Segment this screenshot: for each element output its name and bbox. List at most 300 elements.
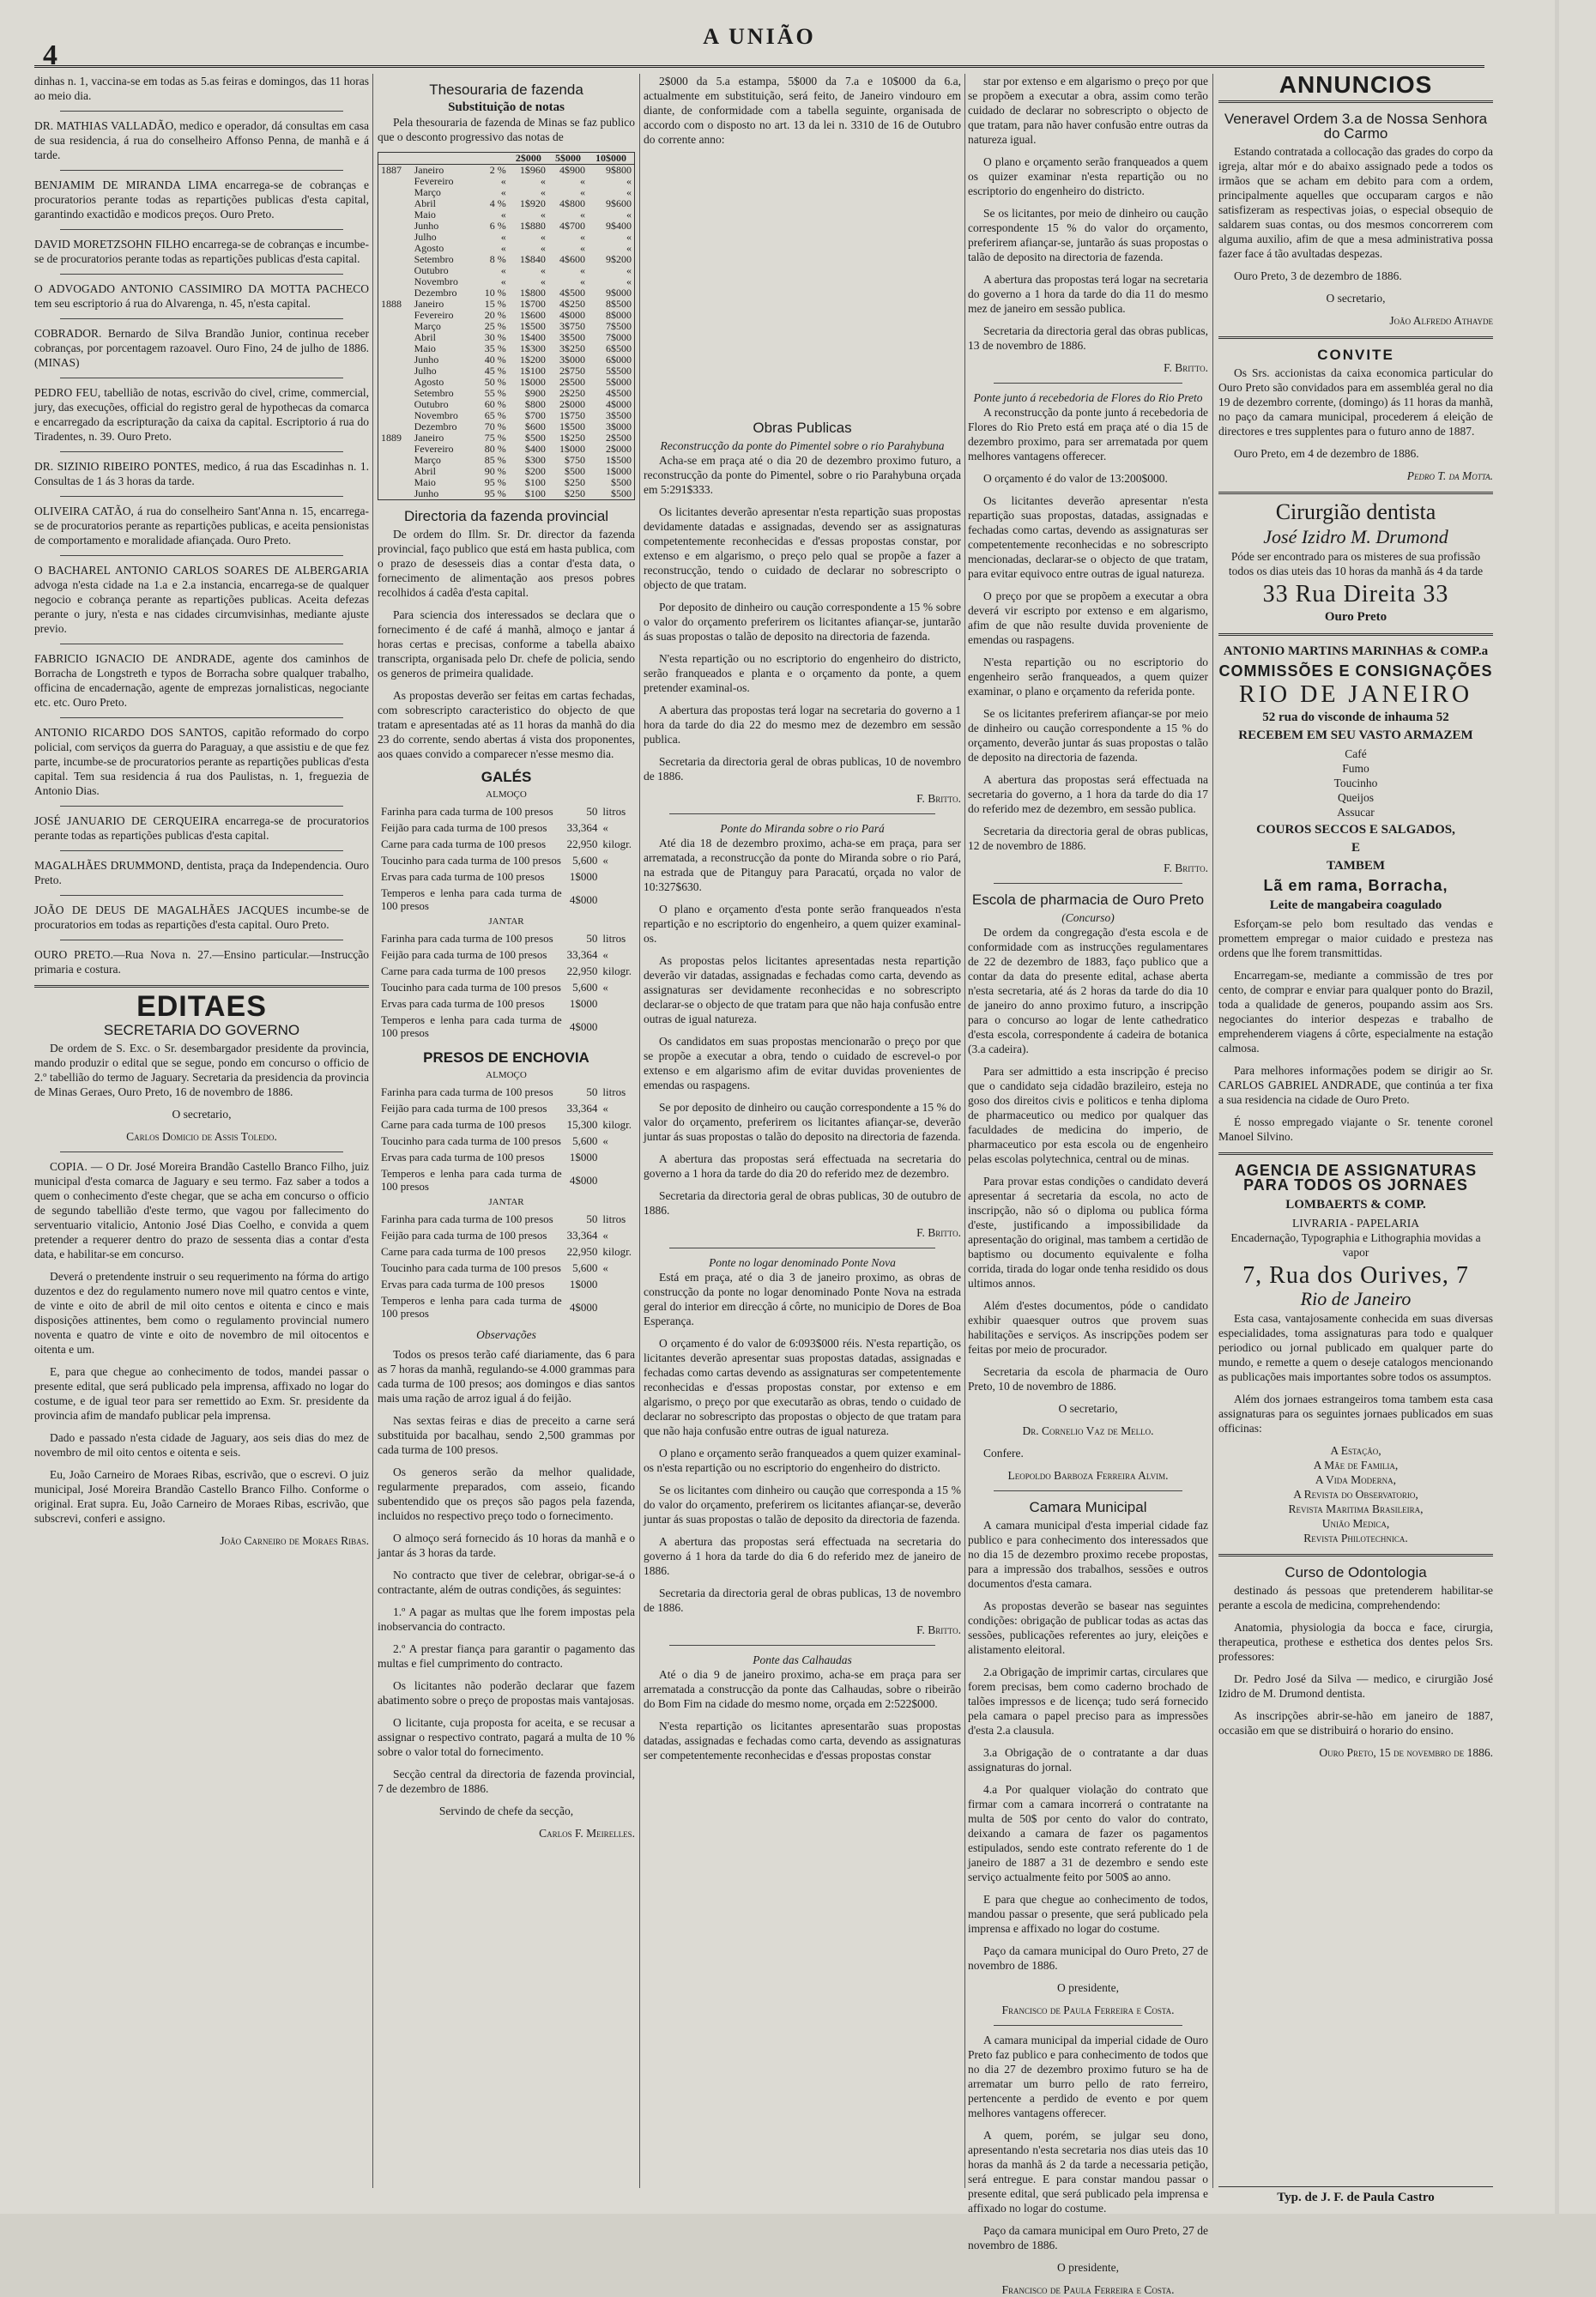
price-cell: litros (602, 932, 626, 945)
price-cell: 5,600 (572, 1134, 598, 1147)
price-cell: 33,364 (566, 1102, 598, 1115)
price-row (379, 947, 633, 962)
price-row (379, 1260, 633, 1275)
table-cell (378, 410, 412, 421)
price-cell: Carne para cada turma de 100 presos (381, 964, 547, 977)
table-cell: « (626, 186, 632, 198)
table-cell: Maio (414, 476, 436, 488)
table-cell: 4$500 (559, 287, 585, 299)
agencia-address: 7, Rua dos Ourives, 7 (1242, 1262, 1469, 1289)
martins-goods: Café Fumo Toucinho Queijos Assucar (1333, 747, 1378, 819)
price-cell: kilogr. (602, 1118, 632, 1131)
pimentel-text: A abertura das propostas terá logar na secretaria do governo a 1 hora da tarde do dia 22 do mesmo mez de dezembro em sessão publica. (644, 704, 961, 746)
martins-text: Esforçam-se pelo bom resultado das vendas e promettem empregar o maior cuidado e presteza nas ordens que lhe forem transmittidas. (1218, 917, 1493, 959)
dentista-address: 33 Rua Direita 33 (1262, 581, 1449, 607)
copia-text: Deverá o pretendente instruir o seu requerimento na fórma do artigo duzentos e dez do regulamento numero nove mil quatro centos e vinte, de vinte e oito de abril de mil oito centos e oitenta e cinco e mais disposições attinentes, bem como o regulamento provincial numero noventa e quatro de vinte e oito de novembro de mil oitocentos e oitenta e um. (34, 1270, 369, 1356)
price-cell: Ervas para cada turma de 100 presos (381, 997, 545, 1010)
dentista-text: Póde ser encontrado para os misteres de sua profissão todos os dias uteis das 10 horas da manhã ás 4 da tarde (1228, 550, 1484, 577)
agencia-journal-list (1218, 1443, 1493, 1545)
martins-subheading: COMMISSÕES E CONSIGNAÇÕES (1218, 662, 1493, 680)
table-cell: « (580, 186, 585, 198)
table-cell: Janeiro (414, 298, 444, 310)
observacoes-text: 1.º A pagar as multas que lhe forem impostas pela inobservancia do contracto. (378, 1605, 635, 1633)
price-row (379, 1166, 633, 1194)
table-cell: $300 (524, 454, 546, 466)
table-cell: 2$750 (559, 365, 585, 377)
jantar-label: JANTAR (488, 916, 524, 927)
martins-recebem: RECEBEM EM SEU VASTO ARMAZEM (1238, 728, 1473, 742)
table-cell: 55 % (484, 387, 506, 399)
table-cell: « (540, 186, 546, 198)
table-cell: Fevereiro (414, 175, 454, 187)
observacoes-text: O licitante, cuja proposta for aceita, e se recusar a assignar o respectivo contrato, pagará a multa de 10 % sobre o valor total do fornecimento. (378, 1716, 635, 1758)
table-cell: « (580, 209, 585, 221)
table-cell: Setembro (414, 387, 454, 399)
table-cell (378, 276, 412, 287)
table-cell: 50 % (484, 376, 506, 388)
price-cell (601, 1150, 633, 1164)
table-cell: 2 % (489, 164, 506, 176)
table-cell: 6$000 (606, 354, 632, 366)
table-cell (378, 488, 412, 500)
table-cell: 4 % (489, 197, 506, 209)
table-cell: 1$000 (519, 376, 546, 388)
table-cell: Março (414, 320, 441, 332)
odontologia-text: Dr. Pedro José da Silva — medico, e cirurgião José Izidro de M. Drumond dentista. (1218, 1672, 1493, 1700)
price-cell: Farinha para cada turma de 100 presos (381, 1212, 553, 1225)
pimentel-subheading: Reconstrucção da ponte do Pimentel sobre o rio Parahybuna (660, 439, 945, 452)
table-cell: « (540, 242, 546, 254)
almoco-label: ALMOÇO (486, 1070, 527, 1080)
table-cell: 9$400 (606, 220, 632, 232)
enchovia-jantar-table (378, 1210, 635, 1322)
price-cell: 15,300 (566, 1118, 598, 1131)
price-cell: 4$000 (569, 1173, 598, 1187)
price-cell: kilogr. (602, 1245, 632, 1258)
table-cell: 3$500 (606, 409, 632, 421)
table-cell: Dezembro (414, 420, 457, 432)
table-cell: 1$500 (559, 420, 585, 432)
pharmacia-subheading: (Concurso) (1061, 911, 1115, 924)
price-cell: Feijão para cada turma de 100 presos (381, 1102, 547, 1115)
ordem-signature: João Alfredo Athayde (1389, 314, 1493, 327)
ordem-date: Ouro Preto, 3 de dezembro de 1886. (1234, 269, 1402, 282)
pimentel-text: Secretaria da directoria geral de obras publicas, 10 de novembro de 1886. (644, 755, 961, 783)
table-cell: 90 % (484, 465, 506, 477)
table-cell: 7$000 (606, 331, 632, 343)
price-cell: 33,364 (566, 1229, 598, 1242)
table-cell: 4$000 (606, 398, 632, 410)
observacoes-text: Nas sextas feiras e dias de preceito a carne será substituida por bacalhau, sendo 2,500 grammas por cada turma de 100 presos. (378, 1414, 635, 1456)
table-cell: Junho (414, 354, 439, 366)
price-row (379, 837, 633, 851)
professional-card: BENJAMIM DE MIRANDA LIMA encarrega-se de cobranças e procuratorios perante todas as repartições publicas d'esta capital, garantindo exactidão e modicos preços. Ouro Preto. (34, 178, 369, 221)
price-cell: 50 (586, 1212, 598, 1225)
table-header-cell (378, 153, 412, 165)
agencia-heading: AGENCIA DE ASSIGNATURAS PARA TODOS OS JORNAES (1234, 1162, 1478, 1194)
pimentel-text: Os licitantes deverão apresentar n'esta repartição suas propostas devidamente datadas e assignadas, devendo ser as assignaturas competentemente reconhecidas e d'essas propostas constar, por extenso e em algarismo, o preço pelo qual se propõe a fazer a reconstrucção, tendo o cuidado de declarar no sobrescripto o objecto de que tratam. (644, 505, 961, 591)
professional-card: DR. SIZINIO RIBEIRO PONTES, medico, á rua das Escadinhas n. 1. Consultas de 1 ás 3 horas da tarde. (34, 460, 369, 487)
martins-address: 52 rua do visconde de inhauma 52 (1262, 710, 1449, 724)
table-cell: 2$000 (606, 443, 632, 455)
notes-discount-table (378, 152, 635, 500)
agencia-company: LOMBAERTS & COMP. (1285, 1198, 1426, 1212)
table-cell: « (626, 275, 632, 287)
table-cell: 70 % (484, 420, 506, 432)
observacoes-text: O almoço será fornecido ás 10 horas da manhã e o jantar ás 3 horas da tarde. (378, 1532, 635, 1559)
camara-signoff: O presidente, (1057, 2261, 1119, 2274)
divider (60, 555, 343, 556)
price-cell: Carne para cada turma de 100 presos (381, 1118, 547, 1131)
table-cell: 1889 (381, 432, 402, 444)
price-cell: kilogr. (602, 964, 632, 977)
britto-signature: F. Britto. (1164, 861, 1208, 874)
price-cell: Toucinho para cada turma de 100 presos (381, 1134, 561, 1147)
table-cell: $750 (565, 454, 585, 466)
table-cell: 1$750 (559, 409, 585, 421)
price-cell: 4$000 (569, 1300, 598, 1314)
table-row (378, 488, 635, 500)
price-cell: 33,364 (566, 821, 598, 834)
price-cell (601, 1293, 633, 1321)
table-cell: Fevereiro (414, 443, 454, 455)
price-cell: 1$000 (569, 1151, 598, 1164)
divider (60, 806, 343, 807)
price-cell: 22,950 (566, 964, 598, 977)
price-cell (601, 1166, 633, 1194)
table-cell: 1$400 (519, 331, 546, 343)
britto-signature: F. Britto. (916, 1226, 961, 1239)
table-cell: « (540, 209, 546, 221)
price-cell: 1$000 (569, 1278, 598, 1291)
price-cell: Ervas para cada turma de 100 presos (381, 1151, 545, 1164)
table-cell: Maio (414, 342, 436, 354)
table-cell (378, 332, 412, 343)
column-rule (639, 74, 640, 2188)
journal-list-item: A Vida Moderna, (1315, 1473, 1397, 1486)
price-cell: litros (602, 805, 626, 818)
price-cell: Farinha para cada turma de 100 presos (381, 805, 553, 818)
miranda-text: A abertura das propostas será effectuada na secretaria do governo a 1 hora da tarde do dia 20 do referido mez de dezembro. (644, 1152, 961, 1180)
price-cell: Farinha para cada turma de 100 presos (381, 1085, 553, 1098)
price-row (379, 869, 633, 884)
miranda-text: Se por deposito de dinheiro ou caução correspondente a 15 % do valor do orçamento, preferirem os licitantes afiançar-se, deverão juntar ás suas propostas o talão do deposito na directoria de fazenda. (644, 1101, 961, 1143)
divider (60, 451, 343, 452)
column-rule (1212, 74, 1213, 2188)
pharmacia-signature: Leopoldo Barboza Ferreira Alvim. (1007, 1469, 1169, 1482)
table-cell: 6$500 (606, 342, 632, 354)
page-edge-shadow (1555, 0, 1559, 2214)
price-cell: 1$000 (569, 870, 598, 883)
price-row (379, 886, 633, 913)
dentista-city: Ouro Preto (1324, 610, 1387, 624)
professional-card: OURO PRETO.—Rua Nova n. 27.—Ensino particular.—Instrucção primaria e costura. (34, 948, 369, 976)
flores-text: Se os licitantes preferirem afiançar-se por meio de dinheiro ou caução correspondente a 15 % do orçamento, deverão juntar ás suas propostas o talão de deposito na directoria de fazenda. (968, 707, 1208, 764)
table-cell: « (500, 275, 506, 287)
professional-card: O BACHAREL ANTONIO CARLOS SOARES DE ALBERGARIA advoga n'esta cidade na 1.a e 2.a instancia, encarrega-se de qualquer negocio e cobrança perante as repartições publicas. Aceita defezas perante o jury, n'esta e nas cidades circumvisinhas, mediante ajuste previo. (34, 564, 369, 635)
professional-card: ANTONIO RICARDO DOS SANTOS, capitão reformado do corpo policial, com serviços da guerra do Paraguay, a que assistiu e de que fez parte, incumbe-se de procuratorios perante as repartições publicas d'esta capital. Tem sua residencia á rua dos Paulistas, n. 1, freguezia de Antonio Dias. (34, 726, 369, 797)
price-row (379, 1228, 633, 1242)
table-cell: « (580, 275, 585, 287)
divider (994, 1490, 1182, 1491)
ponte-nova-text: Está em praça, até o dia 3 de janeiro proximo, as obras de construcção da ponte no logar denominado Ponte Nova na estrada geral do interior em direcção á côrte, no municipio de Dores de Boa Esperança. (644, 1271, 961, 1327)
divider (60, 850, 343, 851)
price-cell: Carne para cada turma de 100 presos (381, 1245, 547, 1258)
table-cell: 2$500 (606, 432, 632, 444)
table-cell: $100 (524, 476, 546, 488)
table-cell: Junho (414, 220, 439, 232)
enchovia-almoco-table (378, 1083, 635, 1195)
price-cell: litros (602, 1212, 626, 1225)
divider (1218, 1152, 1493, 1155)
table-cell: 5$500 (606, 365, 632, 377)
price-row (379, 1012, 633, 1040)
table-cell: « (580, 264, 585, 276)
secretaria-signoff: O secretario, (172, 1108, 232, 1121)
secretaria-signature: Carlos Domicio de Assis Toledo. (126, 1130, 277, 1143)
table-cell: $500 (565, 465, 585, 477)
table-cell: 1$500 (519, 320, 546, 332)
ponte-nova-text: O orçamento é do valor de 6:093$000 réis. N'esta repartição, os licitantes deverão apresentar suas propostas datadas, assignadas e fechadas como cartas devendo as assignaturas ser competentemente reconhecidas e d'essas propostas constar, por extenso e em algarismo, o preço por que executarão as obras, tendo o cuidado de declarar no sobrescripto das propostas o objecto de que tratam para que não haja confusão entre outras de igual natureza. (644, 1337, 961, 1437)
column-3 (644, 74, 961, 2188)
table-cell: 8$500 (606, 298, 632, 310)
table-cell: « (500, 231, 506, 243)
table-header-cell: 5$000 (548, 153, 588, 165)
observacoes-text: Os generos serão da melhor qualidade, regularmente preparados, com asseio, ficando subentendido que os preços são pagos pela fazenda, incluidos no respectivo preço todo o fornecimento. (378, 1466, 635, 1522)
observacoes-text: Os licitantes não poderão declarar que fazem abatimento sobre o preço de propostas mais vantajosas. (378, 1679, 635, 1707)
pharmacia-signoff: O secretario, (1058, 1402, 1118, 1415)
column-rule (964, 74, 965, 2188)
divider (1218, 336, 1493, 339)
convite-date: Ouro Preto, em 4 de dezembro de 1886. (1234, 447, 1419, 460)
miranda-subheading: Ponte do Miranda sobre o rio Pará (720, 822, 885, 835)
price-cell: Temperos e lenha para cada turma de 100 presos (381, 1013, 562, 1039)
column-1 (34, 74, 369, 2188)
table-cell (378, 366, 412, 377)
odontologia-heading: Curso de Odontologia (1285, 1564, 1427, 1581)
agencia-encadernacao: Encadernação, Typographia e Lithographia movidas a vapor (1230, 1231, 1481, 1259)
calhaudas-text: Até o dia 9 de janeiro proximo, acha-se em praça para ser arrematada a construcção da ponte das Calhaudas, sobre o ribeirão do Bom Fim na cidade do mesmo nome, orçada em 2:522$000. (644, 1668, 961, 1710)
table-cell: « (540, 275, 546, 287)
table-cell: Agosto (414, 376, 444, 388)
price-cell: « (602, 948, 608, 961)
pimentel-text: Por deposito de dinheiro ou caução correspondente a 15 % sobre o valor do orçamento preferirem os licitantes afiançar-se, juntarão ás suas propostas o talão de deposito na directoria de fazenda. (644, 601, 961, 643)
table-cell: $900 (524, 387, 546, 399)
professional-card: COBRADOR. Bernardo de Silva Brandão Junior, continua receber cobranças, por porcentagem razoavel. Ouro Fino, 24 de julho de 1886. (MINAS) (34, 327, 369, 369)
table-cell: 1$960 (519, 164, 546, 176)
thesouraria-heading: Thesouraria de fazenda (429, 82, 583, 98)
table-cell: $500 (524, 432, 546, 444)
table-cell: 60 % (484, 398, 506, 410)
price-cell: 1$000 (569, 997, 598, 1010)
table-cell: « (500, 175, 506, 187)
table-cell (378, 176, 412, 187)
table-cell: « (626, 231, 632, 243)
flores-text: Secretaria da directoria geral de obras publicas, 12 de novembro de 1886. (968, 825, 1208, 852)
table-cell (378, 265, 412, 276)
table-cell: 1$800 (519, 287, 546, 299)
table-cell: Maio (414, 209, 436, 221)
martins-city: RIO DE JANEIRO (1238, 681, 1473, 708)
camara-text: 4.a Por qualquer violação do contrato que firmar com a camara incorrerá o contratante na multa de 50$ por cento do valor do contrato, deixando a camara de fazer os pagamentos estipulados, sendo este contrato referente do 1 de janeiro de 1887 a 31 de dezembro e sendo este serviço actualmente feito por 500$ ao anno. (968, 1783, 1208, 1883)
professional-card: OLIVEIRA CATÃO, á rua do conselheiro Sant'Anna n. 15, encarrega-se de procuratorios perante as repartições publicas, e aceita pensionistas de comportamento e moralidade afiançada. Ouro Preto. (34, 505, 369, 547)
thesouraria-text: Pela thesouraria de fazenda de Minas se faz publico que o desconto progressivo das notas de (378, 116, 635, 143)
professional-card: O ADVOGADO ANTONIO CASSIMIRO DA MOTTA PACHECO tem seu escriptorio á rua do Alvarenga, n. 45, n'esta capital. (34, 282, 369, 310)
table-cell (378, 187, 412, 198)
journal-list-item: A Mãe de Familia, (1313, 1459, 1399, 1472)
observacoes-signoff: Servindo de chefe da secção, (438, 1804, 574, 1817)
annuncios-heading: ANNUNCIOS (1279, 71, 1433, 98)
table-cell: $250 (565, 476, 585, 488)
table-cell: Janeiro (414, 164, 444, 176)
price-cell (601, 1012, 633, 1040)
pharmacia-text: De ordem da congregação d'esta escola e de conformidade com as instrucções regulamentares de 22 de dezembro de 1883, faço publico que a contar da data do presente edital, achase aberta n'esta secretaria, até ás 2 horas da tarde do dia 10 de janeiro do anno proximo futuro, a inscripção para o concurso ao logar de lente cathedratico d'esta escola, correspondente á cadeira de botanica (3.a cadeira). (968, 926, 1208, 1055)
divider (669, 813, 935, 814)
table-cell: 1887 (381, 164, 402, 176)
table-cell: Abril (414, 331, 436, 343)
table-cell (378, 354, 412, 366)
divider (60, 717, 343, 718)
flores-text: O preço por que se propõem a executar a obra deverá vir escripto por extenso e em algarismo, afim de que não resulte duvida proveniente de emendas ou raspagens. (968, 589, 1208, 646)
price-cell: 4$000 (569, 1019, 598, 1033)
camara-heading: Camara Municipal (1029, 1499, 1147, 1515)
professional-card: JOÃO DE DEUS DE MAGALHÃES JACQUES incumbe-se de procuratorios em todas as repartições d'esta capital. Ouro Preto. (34, 904, 369, 931)
price-cell: 50 (586, 805, 598, 818)
table-cell: 35 % (484, 342, 506, 354)
table-cell: $700 (524, 409, 546, 421)
price-cell (601, 1277, 633, 1291)
divider (994, 383, 1182, 384)
divider (60, 318, 343, 319)
table-cell: « (626, 209, 632, 221)
table-cell: 80 % (484, 443, 506, 455)
professional-cards (34, 74, 369, 976)
price-cell: Toucinho para cada turma de 100 presos (381, 854, 561, 867)
divider (60, 111, 343, 112)
price-cell: Ervas para cada turma de 100 presos (381, 870, 545, 883)
table-cell: 8$000 (606, 309, 632, 321)
price-cell: Carne para cada turma de 100 presos (381, 837, 547, 850)
price-row (379, 996, 633, 1011)
table-cell: $600 (524, 420, 546, 432)
table-cell: 4$900 (559, 164, 585, 176)
table-cell: 4$000 (559, 309, 585, 321)
table-cell: 95 % (484, 487, 506, 499)
observacoes-heading: Observações (476, 1328, 536, 1341)
price-row (379, 1244, 633, 1259)
copia-text: Dado e passado n'esta cidade de Jaguary, aos seis dias do mez de novembro de mil oito centos e oitenta e seis. (34, 1431, 369, 1459)
directoria-text: As propostas deverão ser feitas em cartas fechadas, com sobrescripto caracteristico do objecto de que tratam e apresentadas até as 11 horas da manhã do dia 23 do corrente, sendo abertas á vista dos proponentes, aos quaes convido a comparecer n'esse mesmo dia. (378, 689, 635, 760)
ordem-heading: Veneravel Ordem 3.a de Nossa Senhora do Carmo (1224, 111, 1488, 142)
agencia-city: Rio de Janeiro (1300, 1288, 1412, 1309)
table-cell (378, 477, 412, 488)
flores-text: Os licitantes deverão apresentar n'esta repartição suas propostas, datadas, assignadas e fechadas como cartas, devendo as assignaturas ser competentemente reconhecidas e no sobrescripto mencionadas, declarar-se o objecto de que tratam, para evitar equivoco entre outras de igual natureza. (968, 494, 1208, 580)
table-cell: $500 (611, 487, 632, 499)
table-header-cell (412, 153, 475, 165)
observacoes-signature: Carlos F. Meirelles. (539, 1827, 635, 1840)
table-cell: Outubro (414, 264, 449, 276)
table-cell: 45 % (484, 365, 506, 377)
table-cell: 9$800 (606, 164, 632, 176)
table-cell: Janeiro (414, 432, 444, 444)
divider (60, 170, 343, 171)
miranda-text: O plano e orçamento d'esta ponte serão franqueados n'esta repartição e no escriptorio do engenheiro, a quem quizer examinal-os. (644, 903, 961, 945)
table-cell: $800 (524, 398, 546, 410)
odontologia-date: Ouro Preto, 15 de novembro de 1886. (1319, 1746, 1493, 1759)
agencia-text: Esta casa, vantajosamente conhecida em suas diversas especialidades, toma assignaturas para todo e qualquer periodico ou jornal publicado em qualquer parte do mundo, e remette a quem o deseje catalogos mencionando as publicações mais importantes sobre todos os assumptos. (1218, 1312, 1493, 1383)
table-cell: 1$500 (606, 454, 632, 466)
pharmacia-signature: Dr. Cornelio Vaz de Mello. (1022, 1424, 1154, 1437)
observacoes-text: Todos os presos terão café diariamente, das 6 para as 7 horas da manhã, regulando-se 4.000 grammas para cada turma de 100 presos; aos domingos e dias santos mais uma ração de arroz igual á do feijão. (378, 1348, 635, 1405)
camara-text: Paço da camara municipal em Ouro Preto, 27 de novembro de 1886. (968, 2224, 1208, 2252)
table-cell: 20 % (484, 309, 506, 321)
table-cell: 2$500 (559, 376, 585, 388)
price-cell: « (602, 821, 608, 834)
table-cell (378, 343, 412, 354)
table-cell: 3$250 (559, 342, 585, 354)
journal-list-item: Revista Philotechnica. (1303, 1532, 1408, 1544)
miranda-text: Até dia 18 de dezembro proximo, acha-se em praça, para ser arrematada, a reconstrucção da ponte do Miranda sobre o rio Pará, na estrada que de Pitanguy para Paracatú, orçada no valor de 10:327$630. (644, 837, 961, 893)
odontologia-text: As inscripções abrir-se-hão em janeiro de 1887, occasião em que se distribuirá o horario do ensino. (1218, 1709, 1493, 1737)
camara-text: 3.a Obrigação de o contratante a dar duas assignaturas do jornal. (968, 1746, 1208, 1774)
table-cell: « (540, 264, 546, 276)
table-cell: 1$100 (519, 365, 546, 377)
martins-text: É nosso empregado viajante o Sr. tenente coronel Manoel Silvino. (1218, 1115, 1493, 1143)
divider (1218, 633, 1493, 636)
table-cell (378, 310, 412, 321)
table-cell: $500 (611, 476, 632, 488)
table-cell: Setembro (414, 253, 454, 265)
table-header-cell: 10$000 (588, 153, 635, 165)
odontologia-text: destinado ás pessoas que pretenderem habilitar-se perante a escola de medicina, comprehendendo: (1218, 1584, 1493, 1611)
table-cell: 1$000 (559, 443, 585, 455)
ponte-nova-text: Secretaria da directoria geral de obras publicas, 13 de novembro de 1886. (644, 1587, 961, 1614)
table-cell: « (540, 175, 546, 187)
martins-tambem: TAMBEM (1326, 859, 1386, 873)
divider (1218, 100, 1493, 103)
directoria-text: Para sciencia dos interessados se declara que o fornecimento é de café á manhã, almoço e jantar á horas certas e precisas, conforme a tabella abaixo transcripta, organisada pelo Dr. chefe de policia, sendo os generos de primeira qualidade. (378, 608, 635, 680)
divider (994, 2025, 1182, 2026)
table-cell: 9$000 (606, 287, 632, 299)
martins-text: Para melhores informações podem se dirigir ao Sr. CARLOS GABRIEL ANDRADE, que continúa a ter fixa a sua residencia na cidade de Ouro Preto. (1218, 1064, 1493, 1106)
table-cell: 1888 (381, 298, 402, 310)
column-2 (378, 74, 635, 2188)
price-cell: Temperos e lenha para cada turma de 100 presos (381, 1294, 562, 1320)
newspaper-title: A UNIÃO (703, 24, 816, 49)
table-cell: $100 (524, 487, 546, 499)
miranda-text: As propostas pelos licitantes apresentadas nesta repartição deverão vir datadas, assignadas e fechadas como carta, devendo as assignaturas ser devidamente reconhecidas e no sobrescripto declarar-se o objecto de que tratam para que não haja confusão entre outras de igual natureza. (644, 954, 961, 1025)
flores-text: O orçamento é do valor de 13:200$000. (983, 472, 1168, 485)
divider (994, 883, 1182, 884)
agencia-livraria: LIVRARIA - PAPELARIA (1291, 1217, 1419, 1230)
martins-heading: ANTONIO MARTINS MARINHAS & COMP.a (1223, 644, 1489, 658)
table-cell: « (500, 264, 506, 276)
table-cell: 9$200 (606, 253, 632, 265)
directoria-heading: Directoria da fazenda provincial (403, 508, 609, 524)
table-cell: Agosto (414, 242, 444, 254)
table-header-cell (475, 153, 509, 165)
divider (1218, 492, 1493, 494)
camara-signoff: O presidente, (1057, 1981, 1119, 1994)
price-cell: Feijão para cada turma de 100 presos (381, 821, 547, 834)
table-cell: 3$750 (559, 320, 585, 332)
flores-text: N'esta repartição ou no escriptorio do engenheiro serão franqueados, a quem quizer examinar, o plano e orçamento da referida ponte. (968, 656, 1208, 698)
table-cell: Julho (414, 365, 437, 377)
observacoes-text: No contracto que tiver de celebrar, obrigar-se-á o contractante, além de outras condições, ás seguintes: (378, 1569, 635, 1596)
price-cell: 5,600 (572, 854, 598, 867)
table-cell: 4$800 (559, 197, 585, 209)
price-cell: « (602, 1102, 608, 1115)
